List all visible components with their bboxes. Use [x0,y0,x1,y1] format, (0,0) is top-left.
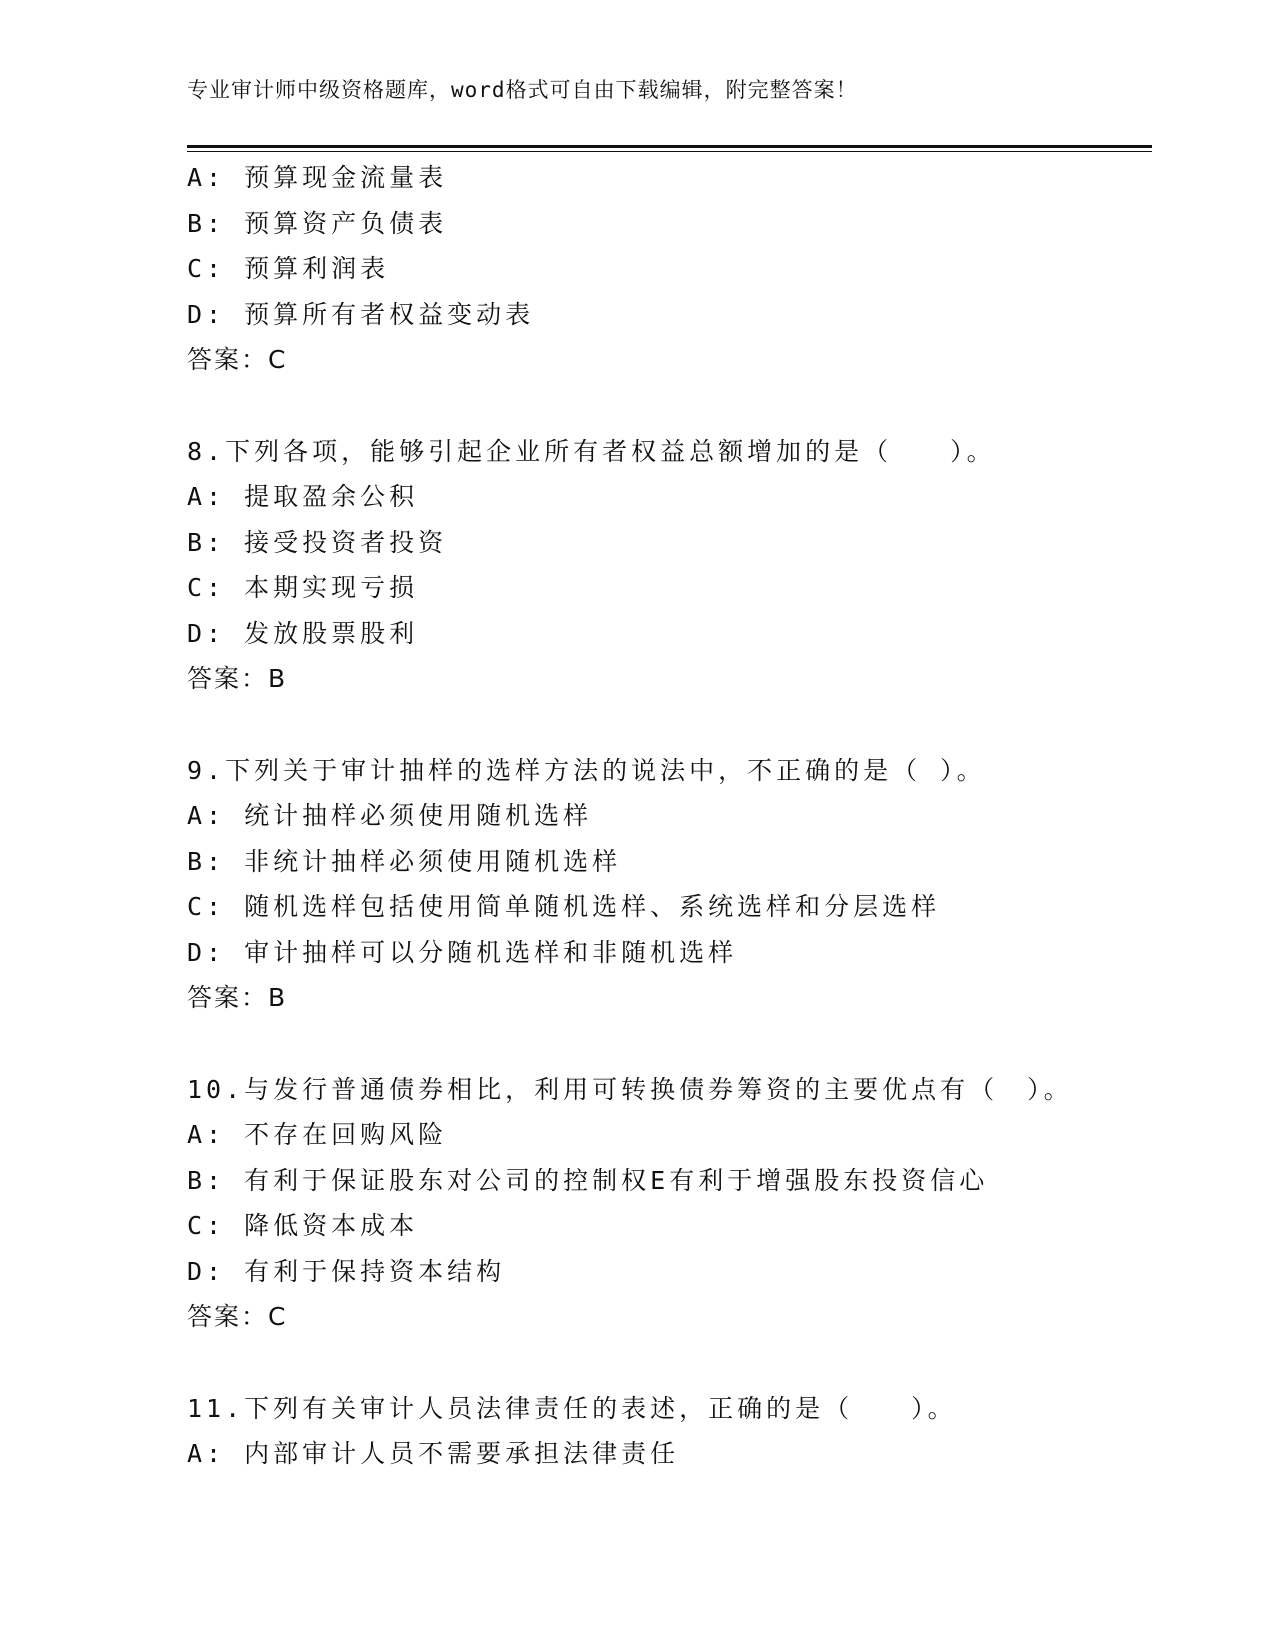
header-rule-thick [187,145,1152,148]
question-text: 10.与发行普通债券相比，利用可转换债券筹资的主要优点有（ ）。 [187,1074,1073,1104]
question-block [187,155,1152,383]
header-rule-thin [187,151,1152,152]
question-block [187,1067,1152,1340]
spacer [187,702,1152,748]
option-b: B: 有利于保证股东对公司的控制权E有利于增强股东投资信心 [187,1165,989,1195]
spacer [187,1021,1152,1067]
option-a: A: 内部审计人员不需要承担法律责任 [187,1439,680,1468]
option-c: C: 预算利润表 [187,254,390,283]
option-c: C: 随机选样包括使用简单随机选样、系统选样和分层选样 [187,892,941,921]
page-header: 专业审计师中级资格题库，word格式可自由下载编辑，附完整答案！ [187,78,858,102]
option-c: C: 本期实现亏损 [187,573,419,602]
question-text: 8.下列各项，能够引起企业所有者权益总额增加的是（ ）。 [187,436,996,466]
option-d: D: 发放股票股利 [187,618,419,648]
answer-line: 答案：B [187,664,288,693]
option-c: C: 降低资本成本 [187,1211,419,1240]
option-b: B: 预算资产负债表 [187,208,448,238]
option-a: A: 提取盈余公积 [187,482,419,511]
question-block [187,1386,1152,1477]
option-b: B: 非统计抽样必须使用随机选样 [187,846,622,876]
option-a: A: 预算现金流量表 [187,163,448,192]
option-a: A: 不存在回购风险 [187,1120,448,1149]
answer-line: 答案：C [187,345,288,374]
option-a: A: 统计抽样必须使用随机选样 [187,801,593,830]
question-list [187,155,1152,1477]
option-d: D: 审计抽样可以分随机选样和非随机选样 [187,937,738,967]
question-block [187,429,1152,702]
option-b: B: 接受投资者投资 [187,527,448,557]
question-block [187,748,1152,1021]
spacer [187,383,1152,429]
option-d: D: 预算所有者权益变动表 [187,299,535,329]
question-text: 11.下列有关审计人员法律责任的表述，正确的是（ ）。 [187,1393,957,1423]
answer-line: 答案：B [187,983,288,1012]
option-d: D: 有利于保持资本结构 [187,1256,506,1286]
spacer [187,1340,1152,1386]
answer-line: 答案：C [187,1302,288,1331]
question-text: 9.下列关于审计抽样的选样方法的说法中，不正确的是（ ）。 [187,755,986,785]
